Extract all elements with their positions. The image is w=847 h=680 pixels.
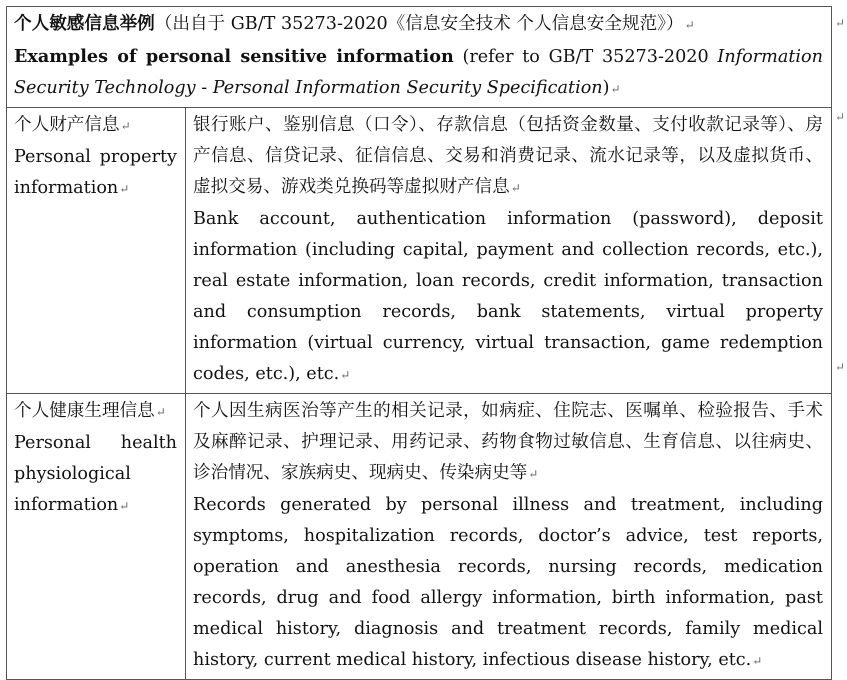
content-zh-text: 银行账户、鉴别信息（口令）、存款信息（包括资金数量、支付收款记录等）、房产信息、信贷记录、征信信息、交易和消费记录、流水记录等，以及虚拟货币、虚拟交易、游戏类兑换码等虚拟财产信息	[193, 115, 823, 197]
content-zh-text: 个人因生病医治等产生的相关记录，如病症、住院志、医嘱单、检验报告、手术及麻醉记录、护理记录、用药记录、药物食物过敏信息、生育信息、以往病史、诊治情况、家族病史、现病史、传染病史等	[193, 401, 823, 483]
header-en-line	[14, 41, 823, 105]
table-row-property	[7, 108, 832, 394]
header-ref-en-suffix: )	[602, 78, 610, 98]
paragraph-mark: ↵	[684, 18, 695, 32]
content-en-text: Records generated by personal illness and treatment, including symptoms, hospitalization records, doctor’s advice, test reports, operation and anesthesia records, nursing records, medication records, drug and food allergy information, birth information, past medical history, diagnosis and treatment records, family medical history, current medical history, infectious disease history, etc.	[193, 495, 823, 670]
header-ref-en-italic: Information Security Technology - Personal Information Security Specification	[14, 47, 823, 98]
row-end-mark: ↵	[834, 110, 845, 124]
paragraph-mark: ↵	[340, 368, 351, 382]
category-zh-text: 个人健康生理信息	[14, 401, 155, 421]
row-end-mark: ↵	[834, 16, 845, 30]
paragraph-mark: ↵	[752, 654, 763, 668]
category-cell-health	[7, 394, 186, 680]
paragraph-mark: ↵	[119, 182, 130, 196]
content-en	[193, 204, 823, 391]
content-en	[193, 490, 823, 677]
header-title-en: Examples of personal sensitive information	[14, 46, 454, 67]
sensitive-info-table	[6, 6, 832, 680]
paragraph-mark: ↵	[155, 405, 166, 419]
paragraph-mark: ↵	[119, 499, 130, 513]
category-zh-text: 个人财产信息	[14, 115, 120, 135]
row-end-mark: ↵	[834, 360, 845, 374]
header-ref-zh: （出自于 GB/T 35273-2020《信息安全技术 个人信息安全规范》）	[154, 14, 684, 34]
category-zh	[14, 110, 177, 142]
content-en-text: Bank account, authentication information (password), deposit information (including capital, payment and collection records, etc.), real estate information, loan records, credit information, transaction and consumption records, bank statements, virtual property information (virtual currency, virtual transaction, game redemption codes, etc.), etc.	[193, 209, 823, 384]
content-zh	[193, 396, 823, 490]
category-en-text: Personal property information	[14, 147, 177, 198]
paragraph-mark: ↵	[120, 119, 131, 133]
paragraph-mark: ↵	[610, 82, 621, 96]
category-en-text: Personal health physiological information	[14, 433, 177, 515]
table-header-row	[7, 7, 832, 108]
category-cell-property	[7, 108, 186, 394]
paragraph-mark: ↵	[510, 181, 521, 195]
header-title-zh: 个人敏感信息举例	[14, 13, 155, 34]
header-zh-line	[14, 8, 823, 41]
category-zh	[14, 396, 177, 428]
paragraph-mark: ↵	[528, 467, 539, 481]
table-row-health	[7, 394, 832, 680]
category-en	[14, 428, 177, 522]
category-en	[14, 142, 177, 205]
table-header-cell	[7, 7, 832, 108]
header-ref-en-prefix: (refer to GB/T 35273-2020	[453, 47, 718, 67]
content-cell-health	[186, 394, 832, 680]
content-cell-property	[186, 108, 832, 394]
content-zh	[193, 110, 823, 204]
